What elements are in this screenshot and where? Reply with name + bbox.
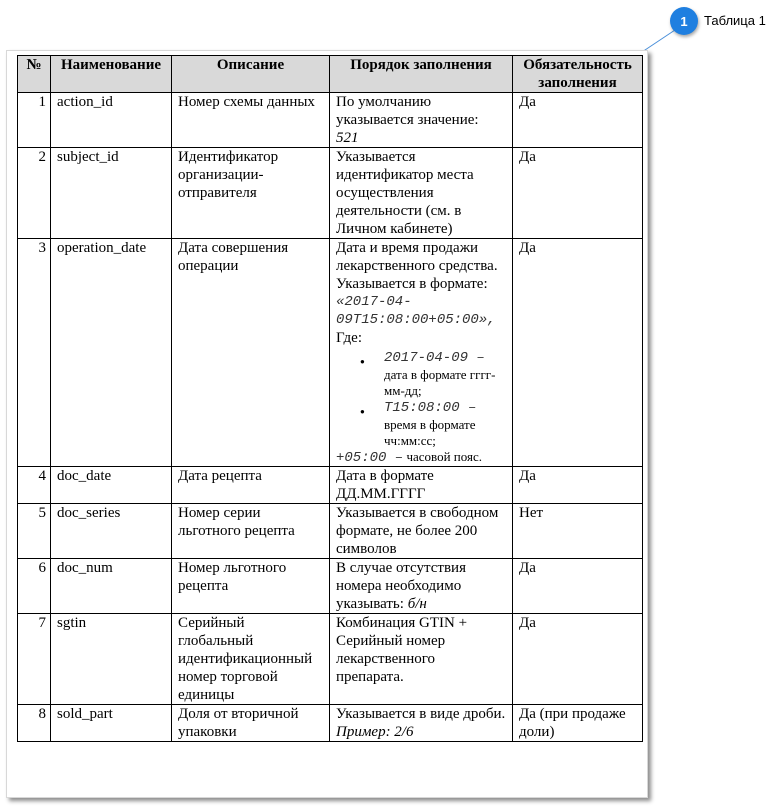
row-required: Да bbox=[513, 614, 643, 705]
order-text: В случае отсутствия номера необходимо указывать: bbox=[336, 560, 466, 612]
row-fill-order: Дата в формате ДД.ММ.ГГГГ bbox=[330, 467, 513, 504]
order-value: Пример: 2/6 bbox=[336, 724, 414, 740]
row-num: 5 bbox=[18, 504, 51, 559]
order-text: По умолчанию указывается значение: bbox=[336, 94, 479, 128]
header-fill-order: Порядок заполнения bbox=[330, 56, 513, 93]
row-description: Серийный глобальный идентификационный номер торговой единицы bbox=[172, 614, 330, 705]
row-name: sold_part bbox=[51, 705, 172, 742]
data-table bbox=[17, 55, 643, 742]
order-format: «2017-04-09T15:08:00+05:00», bbox=[336, 294, 496, 328]
row-fill-order bbox=[330, 93, 513, 148]
row-fill-order bbox=[330, 239, 513, 467]
row-num: 7 bbox=[18, 614, 51, 705]
row-description: Идентификатор организации-отправителя bbox=[172, 148, 330, 239]
header-description: Описание bbox=[172, 56, 330, 93]
bullet-code: ● 2017-04-09 – bbox=[384, 350, 485, 366]
format-bullet-list bbox=[336, 349, 506, 449]
row-fill-order bbox=[330, 559, 513, 614]
row-name: doc_num bbox=[51, 559, 172, 614]
table-header-row bbox=[18, 56, 643, 93]
row-description: Доля от вторичной упаковки bbox=[172, 705, 330, 742]
header-num: № bbox=[18, 56, 51, 93]
table-row bbox=[18, 614, 643, 705]
row-description: Номер льготного рецепта bbox=[172, 559, 330, 614]
table-row bbox=[18, 559, 643, 614]
row-required: Да bbox=[513, 559, 643, 614]
table-row bbox=[18, 239, 643, 467]
table-row bbox=[18, 504, 643, 559]
table-frame bbox=[6, 50, 648, 798]
header-name: Наименование bbox=[51, 56, 172, 93]
row-name: doc_date bbox=[51, 467, 172, 504]
bullet-code: ● T15:08:00 – bbox=[384, 400, 477, 416]
order-tail bbox=[336, 449, 506, 466]
row-name: operation_date bbox=[51, 239, 172, 467]
bullet-text: дата в формате гггг-мм-дд; bbox=[384, 367, 496, 398]
row-required: Да bbox=[513, 148, 643, 239]
row-description: Номер схемы данных bbox=[172, 93, 330, 148]
row-fill-order bbox=[330, 705, 513, 742]
row-required: Нет bbox=[513, 504, 643, 559]
order-value: 521 bbox=[336, 130, 359, 146]
row-fill-order: Указывается идентификатор места осуществления деятельности (см. в Личном кабинете) bbox=[330, 148, 513, 239]
row-name: sgtin bbox=[51, 614, 172, 705]
bullet-text: время в формате чч:мм:сс; bbox=[384, 417, 476, 448]
order-text: Указывается в виде дроби. bbox=[336, 706, 506, 722]
order-text: Указывается в формате: bbox=[336, 276, 488, 292]
row-num: 6 bbox=[18, 559, 51, 614]
order-text: Где: bbox=[336, 330, 363, 346]
row-required: Да bbox=[513, 239, 643, 467]
row-num: 3 bbox=[18, 239, 51, 467]
row-required: Да bbox=[513, 93, 643, 148]
row-description: Номер серии льготного рецепта bbox=[172, 504, 330, 559]
row-num: 8 bbox=[18, 705, 51, 742]
row-description: Дата рецепта bbox=[172, 467, 330, 504]
row-description: Дата совершения операции bbox=[172, 239, 330, 467]
row-num: 4 bbox=[18, 467, 51, 504]
row-name: subject_id bbox=[51, 148, 172, 239]
row-name: action_id bbox=[51, 93, 172, 148]
row-fill-order: Указывается в свободном формате, не более 200 символов bbox=[330, 504, 513, 559]
tail-text: часовой пояс. bbox=[406, 449, 483, 464]
row-required: Да (при продаже доли) bbox=[513, 705, 643, 742]
order-text: Дата и время продажи лекарственного средства. bbox=[336, 240, 498, 274]
callout-label: Таблица 1 bbox=[704, 13, 766, 28]
table-row bbox=[18, 93, 643, 148]
row-name: doc_series bbox=[51, 504, 172, 559]
callout-badge[interactable]: 1 bbox=[670, 7, 698, 35]
row-fill-order: Комбинация GTIN + Серийный номер лекарственного препарата. bbox=[330, 614, 513, 705]
table-row bbox=[18, 705, 643, 742]
order-value: б/н bbox=[407, 596, 427, 612]
header-required: Обязательность заполнения bbox=[513, 56, 643, 93]
table-row bbox=[18, 148, 643, 239]
tail-code: +05:00 – bbox=[336, 450, 404, 466]
row-num: 1 bbox=[18, 93, 51, 148]
row-required: Да bbox=[513, 467, 643, 504]
format-bullet bbox=[384, 349, 506, 399]
format-bullet bbox=[384, 399, 506, 449]
row-num: 2 bbox=[18, 148, 51, 239]
table-row bbox=[18, 467, 643, 504]
